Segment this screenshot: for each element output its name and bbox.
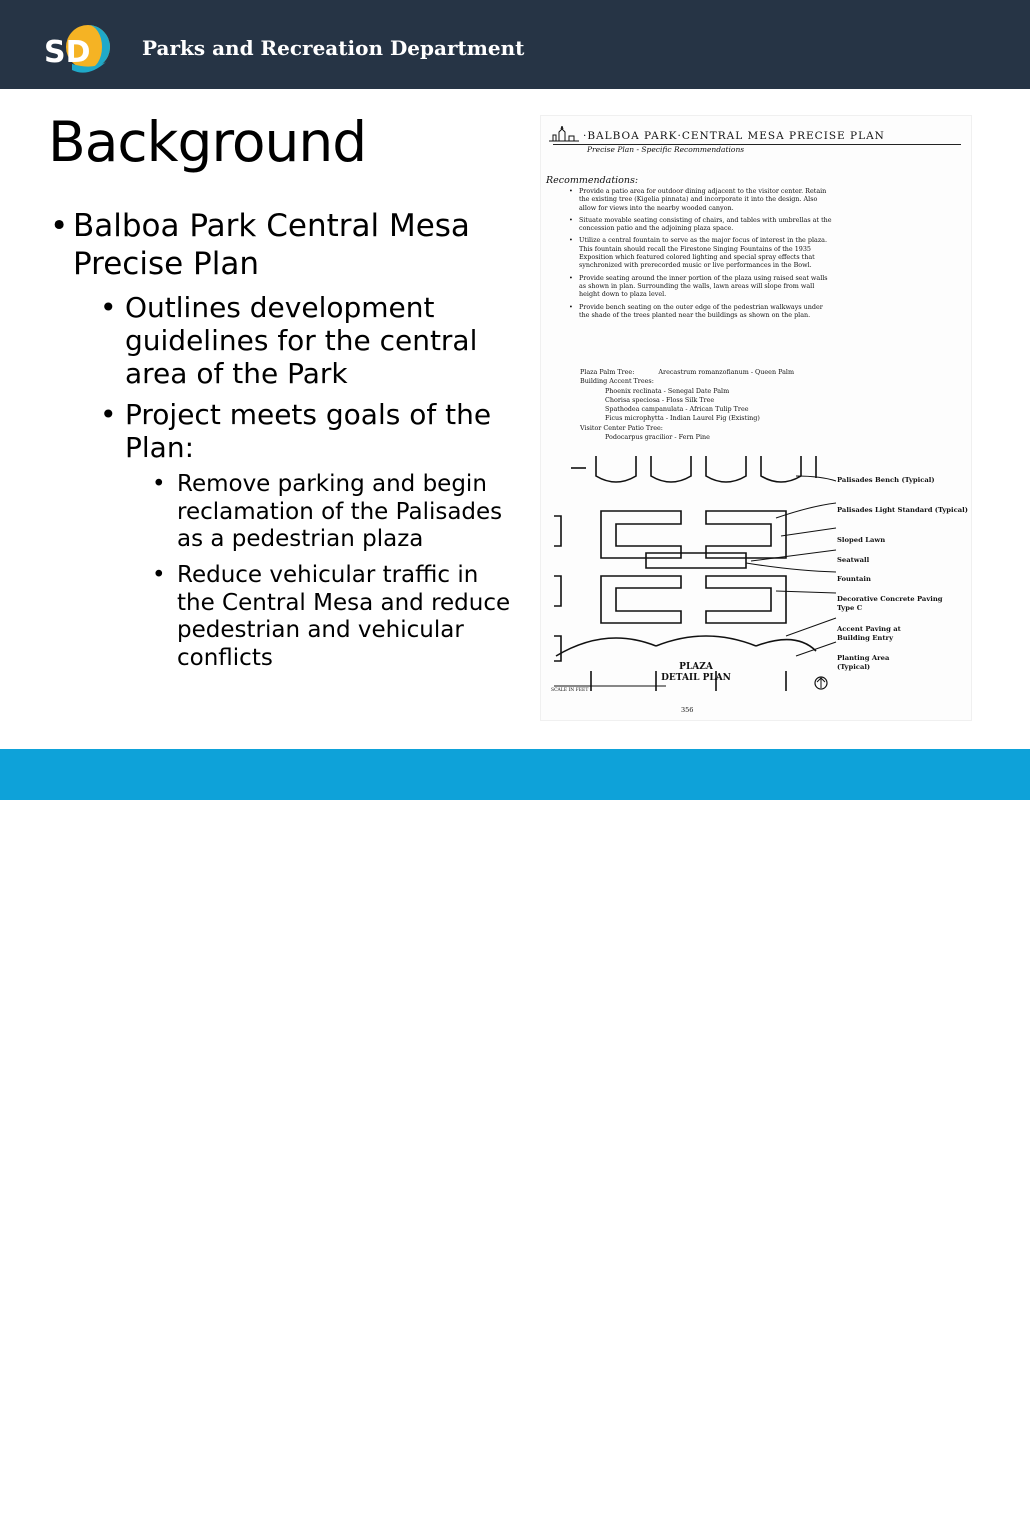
recommendations-list	[569, 187, 834, 323]
slide-page-number: 5	[510, 1514, 520, 1532]
accent-tree-item: Ficus microphytta - Indian Laurel Fig (Existing)	[605, 414, 760, 423]
accent-tree-item: Phoenix reclinata - Senegal Date Palm	[605, 386, 730, 395]
recommendation-item: • Provide a patio area for outdoor dining adjacent to the visitor center. Retain the existing tree (Kigelia pinnata) and incorporate it into the design. Also allow for views into the nearby wooded canyon.	[569, 187, 834, 212]
plaza-palm-value: Arecastrum romanzofianum - Queen Palm	[658, 368, 795, 376]
plan-callout: Fountain	[837, 575, 871, 583]
plan-callout: Planting Area (Typical)	[837, 654, 890, 671]
accent-tree-item: Spathodea campanulata - African Tulip Tree	[605, 405, 749, 414]
header-bar	[0, 0, 1030, 89]
plan-caption	[651, 662, 741, 684]
balboa-tower-icon	[547, 126, 581, 142]
document-subtitle: Precise Plan - Specific Recommendations	[587, 145, 745, 154]
scanned-plan-document	[541, 116, 971, 720]
bullet-text: Remove parking and begin reclamation of the Palisades as a pedestrian plaza	[177, 471, 503, 552]
plan-caption-line1: PLAZA	[679, 662, 713, 672]
logo-text: SD	[44, 35, 91, 70]
patio-tree-item: Podocarpus gracilior - Fern Pine	[605, 433, 710, 442]
bullet-text: Project meets goals of the Plan:	[125, 398, 492, 464]
recommendation-item: • Utilize a central fountain to serve as the major focus of interest in the plaza. This fountain should recall the Firestone Singing Fountains of the 1935 Exposition which featured colored lighting and special spray effects that synchronized with prerecorded music or live performances in the Bowl.	[569, 236, 834, 269]
plan-callout: Palisades Bench (Typical)	[837, 476, 935, 484]
bullet-dot: •	[100, 398, 117, 431]
accent-tree-item: Chorisa speciosa - Floss Silk Tree	[605, 395, 715, 404]
bullet-text: Reduce vehicular traffic in the Central Mesa and reduce pedestrian and vehicular conflicts	[177, 562, 511, 671]
recommendation-item: • Provide bench seating on the outer edge of the pedestrian walkways under the shade of the trees planted near the buildings as shown on the plan.	[569, 303, 834, 320]
recommendation-item: • Provide seating around the inner portion of the plaza using raised seat walls as shown in plan. Surrounding the walls, lawn areas will slope from wall height down to plaza level.	[569, 274, 834, 299]
bullet-dot: •	[152, 562, 166, 588]
scale-label: SCALE IN FEET	[551, 688, 589, 693]
san-diego-logo	[42, 20, 112, 74]
plaza-palm-label: Plaza Palm Tree:	[580, 368, 635, 376]
recommendation-item: • Situate movable seating consisting of chairs, and tables with umbrellas at the concession patio and the adjoining plaza space.	[569, 216, 834, 233]
plaza-palm-row	[580, 368, 880, 377]
plan-callout: Palisades Light Standard (Typical)	[837, 506, 968, 514]
website-link[interactable]: sandiego.gov	[858, 1511, 995, 1532]
document-page-number: 356	[681, 706, 694, 714]
plan-caption-line2: DETAIL PLAN	[661, 673, 731, 683]
bullet-dot: •	[100, 291, 117, 324]
accent-trees-label: Building Accent Trees:	[580, 377, 654, 386]
document-title: ·BALBOA PARK·CENTRAL MESA PRECISE PLAN	[583, 130, 885, 142]
footer-bar	[0, 749, 1030, 1532]
plan-callout: Decorative Concrete Paving Type C	[837, 595, 943, 612]
bullet-dot: •	[50, 208, 69, 244]
plan-callout: Seatwall	[837, 556, 870, 564]
patio-tree-label: Visitor Center Patio Tree:	[580, 423, 663, 432]
department-name: Parks and Recreation Department	[142, 36, 525, 60]
tree-list	[580, 368, 880, 442]
bullet-text: Balboa Park Central Mesa Precise Plan	[73, 208, 470, 282]
plan-callout: Accent Paving at Building Entry	[837, 625, 901, 642]
plan-callout: Sloped Lawn	[837, 536, 886, 544]
bullet-text: Outlines development guidelines for the central area of the Park	[125, 291, 478, 390]
recommendations-heading: Recommendations:	[546, 175, 639, 186]
slide-title: Background	[48, 110, 367, 174]
bullet-dot: •	[152, 471, 166, 497]
